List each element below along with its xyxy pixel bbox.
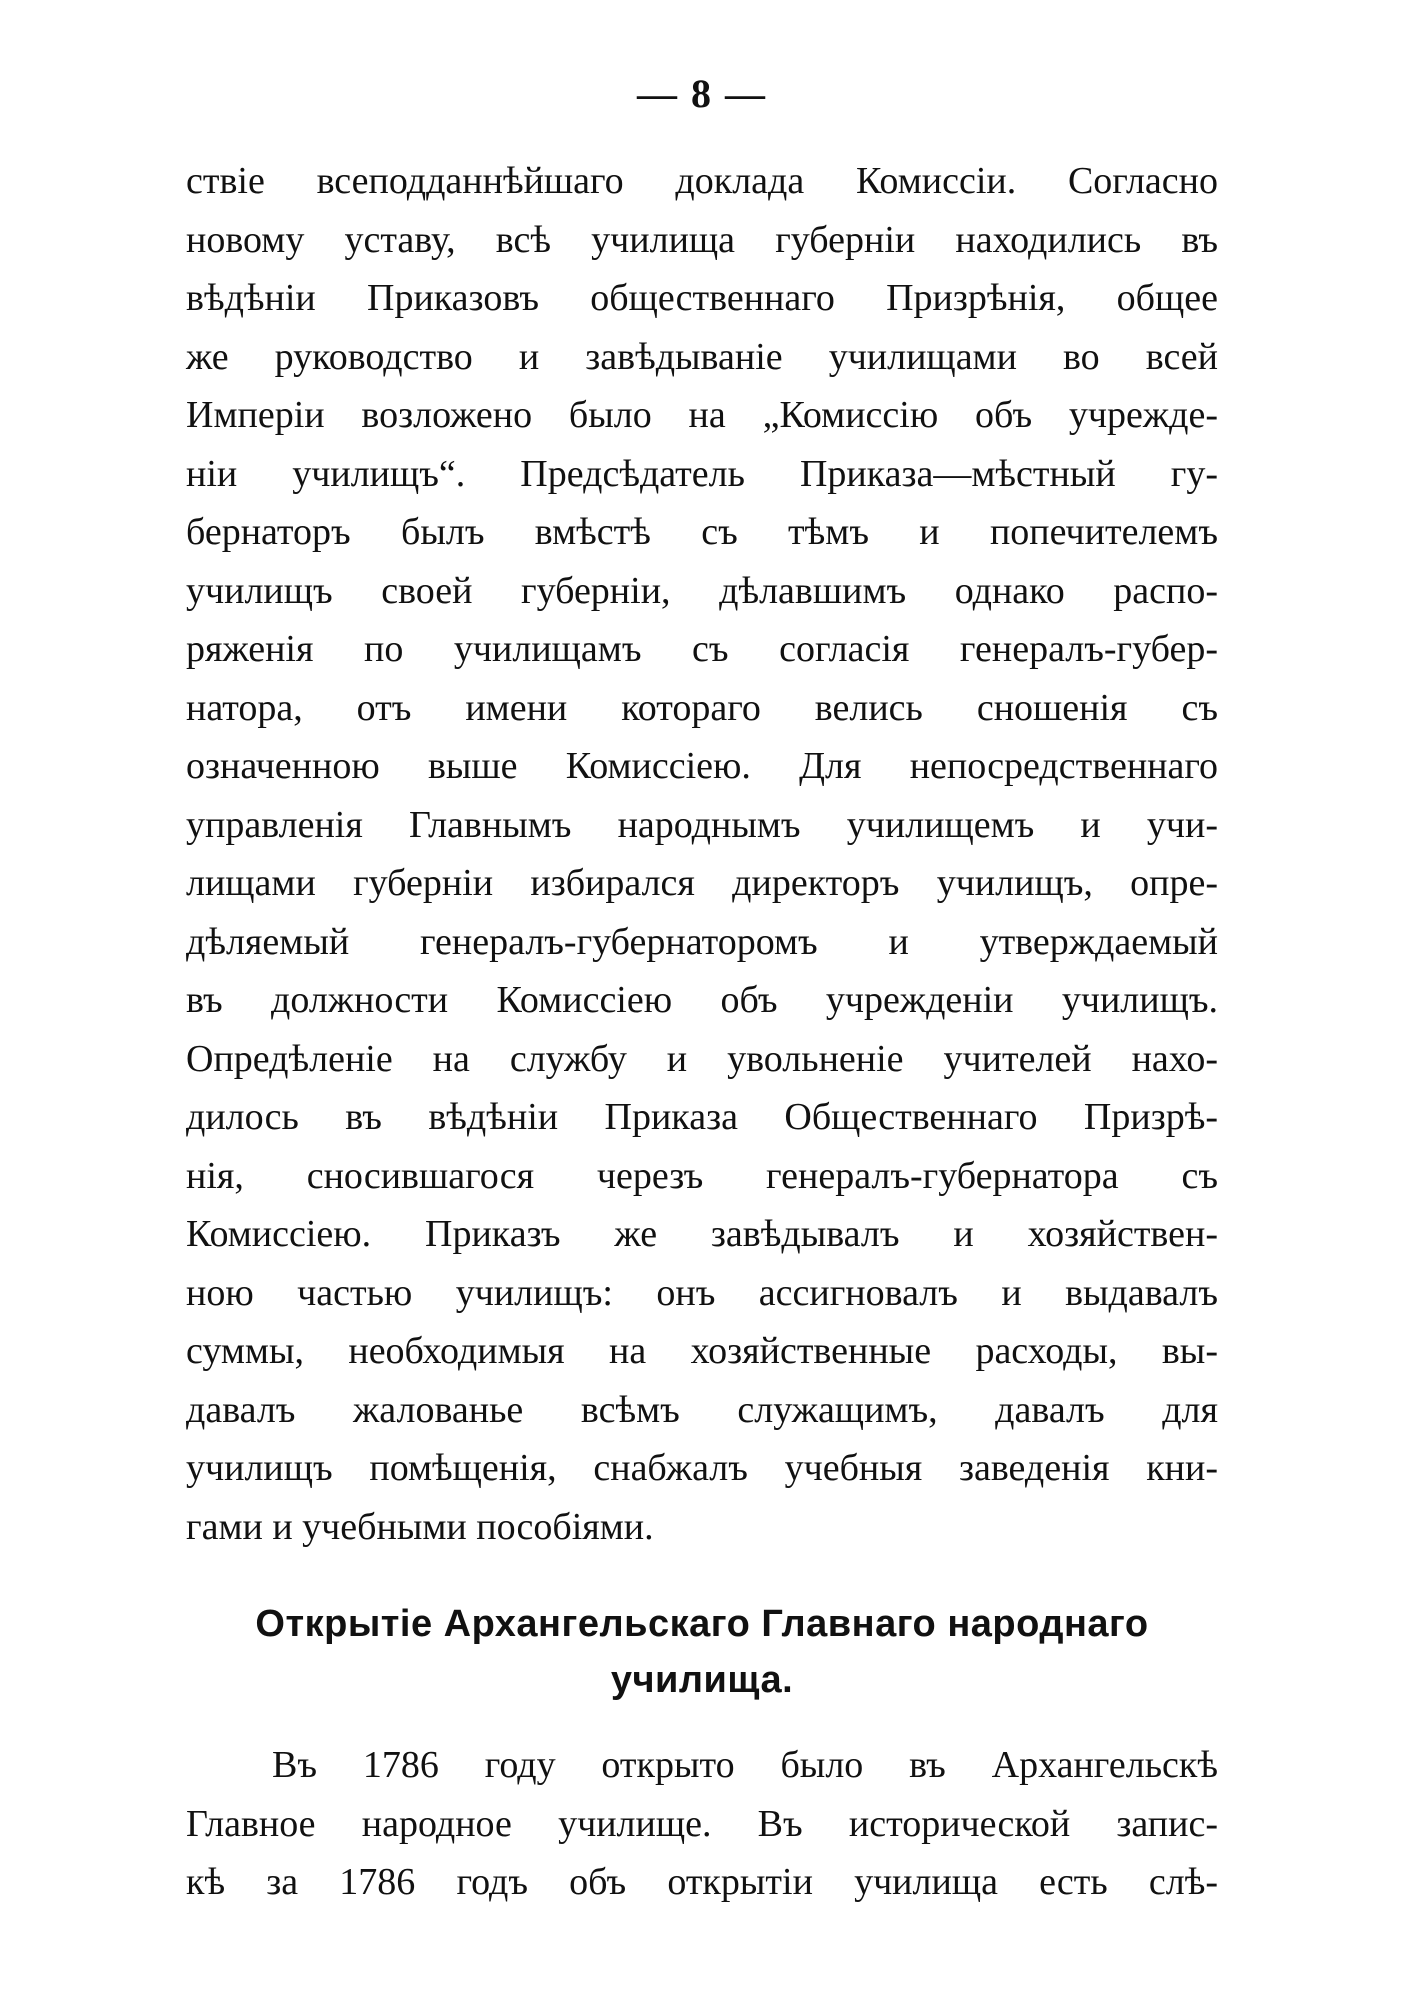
heading-line: Открытіе Архангельскаго Главнаго народнаго	[255, 1603, 1149, 1645]
text-line: Комиссіею. Приказъ же завѣдывалъ и хозяйствен-	[186, 1213, 1218, 1255]
text-line: бернаторъ былъ вмѣстѣ съ тѣмъ и попечителемъ	[186, 511, 1218, 553]
text-line: означенною выше Комиссіею. Для непосредственнаго	[186, 745, 1218, 787]
text-line: новому уставу, всѣ училища губерніи находились въ	[186, 218, 1218, 261]
text-line: дѣляемый генералъ-губернаторомъ и утверждаемый	[186, 920, 1218, 963]
text-line: вѣдѣніи Приказовъ общественнаго Призрѣнія, общее	[186, 277, 1218, 319]
heading-line: училища.	[610, 1659, 794, 1701]
paragraph-1	[186, 152, 1218, 1556]
text-line: давалъ жалованье всѣмъ служащимъ, давалъ для	[186, 1388, 1218, 1431]
text-line: гами и учебными пособіями.	[186, 1505, 654, 1548]
text-line: лищами губерніи избирался директоръ училищъ, опре-	[186, 862, 1218, 904]
text-line: Опредѣленіе на службу и увольненіе учителей нахо-	[186, 1037, 1218, 1080]
text-line: натора, отъ имени котораго велись сношенія съ	[186, 686, 1218, 729]
text-line: ніи училищъ“. Предсѣдатель Приказа—мѣстный гу-	[186, 452, 1218, 495]
text-line: ствіе всеподданнѣйшаго доклада Комиссіи. Согласно	[186, 160, 1218, 202]
text-line: Главное народное училище. Въ исторической запис-	[186, 1802, 1218, 1845]
text-line: же руководство и завѣдываніе училищами во всей	[186, 335, 1218, 378]
text-line: дилось въ вѣдѣніи Приказа Общественнаго Призрѣ-	[186, 1096, 1218, 1138]
text-line: Имперіи возложено было на „Комиссію объ учрежде-	[186, 394, 1218, 436]
text-line: суммы, необходимыя на хозяйственные расходы, вы-	[186, 1330, 1218, 1372]
text-line: ною частью училищъ: онъ ассигновалъ и выдавалъ	[186, 1271, 1218, 1314]
text-line: кѣ за 1786 годъ объ открытіи училища есть слѣ-	[186, 1861, 1218, 1903]
page-number: — 8 —	[637, 71, 767, 116]
text-line: управленія Главнымъ народнымъ училищемъ и учи-	[186, 803, 1218, 846]
text-line: Въ 1786 году открыто было въ Архангельскѣ	[272, 1744, 1218, 1786]
text-line: нія, сносившагося черезъ генералъ-губернатора съ	[186, 1154, 1218, 1197]
paragraph-2	[186, 1736, 1218, 1912]
text-line: училищъ помѣщенія, снабжалъ учебныя заведенія кни-	[186, 1447, 1218, 1489]
text-line: училищъ своей губерніи, дѣлавшимъ однако распо-	[186, 569, 1218, 612]
text-line: ряженія по училищамъ съ согласія генералъ-губер-	[186, 628, 1218, 670]
text-line: въ должности Комиссіею объ учрежденіи училищъ.	[186, 979, 1218, 1021]
section-heading	[186, 1596, 1218, 1708]
